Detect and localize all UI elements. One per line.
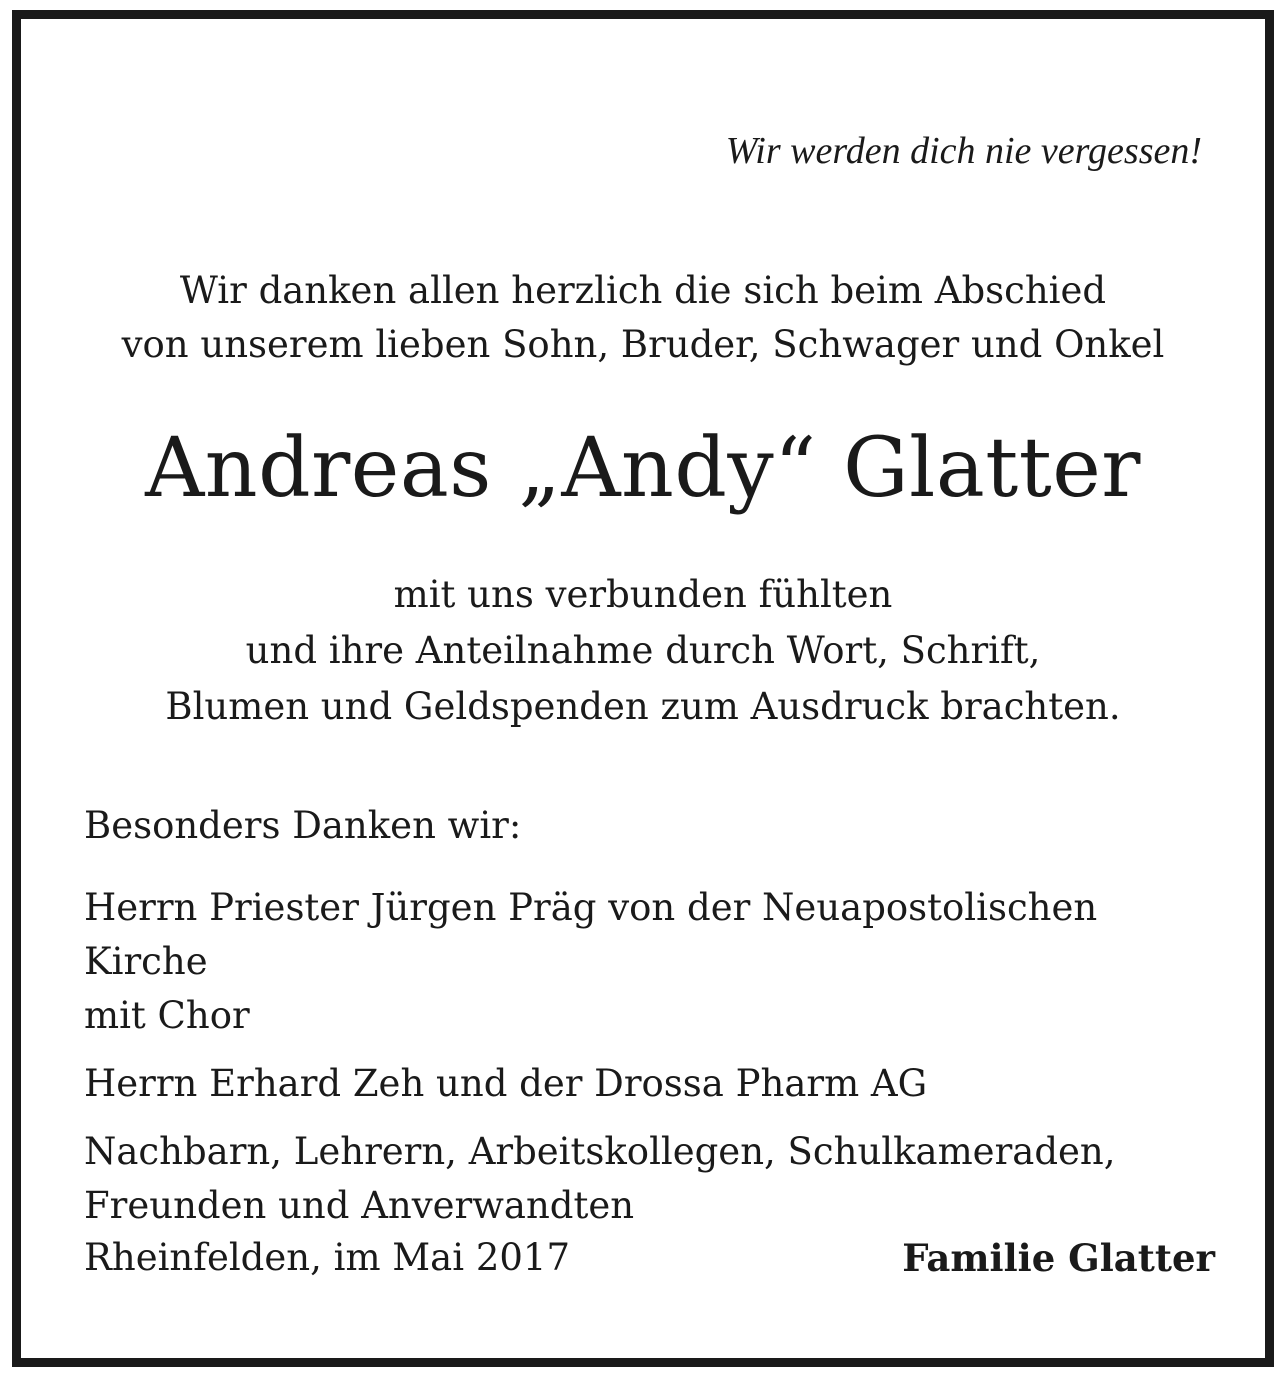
thanks-heading: Besonders Danken wir: xyxy=(84,804,522,847)
after-text xyxy=(21,567,1265,735)
thanks-item xyxy=(84,881,1225,1043)
intro-text xyxy=(21,264,1265,372)
after-line: Blumen und Geldspenden zum Ausdruck brachten. xyxy=(165,685,1121,728)
after-line: mit uns verbunden fühlten xyxy=(393,573,893,616)
thanks-item-line: Nachbarn, Lehrern, Arbeitskollegen, Schulkameraden, xyxy=(84,1130,1116,1173)
motto-text: Wir werden dich nie vergessen! xyxy=(725,130,1202,172)
thanks-item-line: Freunden und Anverwandten xyxy=(84,1184,635,1227)
thanks-item xyxy=(84,1057,1225,1111)
signature: Familie Glatter xyxy=(902,1236,1215,1280)
thanks-item-line: Herrn Priester Jürgen Präg von der Neuapostolischen Kirche xyxy=(84,886,1098,983)
deceased-name: Andreas „Andy“ Glatter xyxy=(145,421,1141,516)
thanks-list xyxy=(84,881,1225,1247)
intro-line: Wir danken allen herzlich die sich beim Abschied xyxy=(179,269,1107,312)
intro-line: von unserem lieben Sohn, Bruder, Schwager und Onkel xyxy=(121,323,1165,366)
thanks-item-line: mit Chor xyxy=(84,994,250,1037)
thanks-item xyxy=(84,1125,1225,1233)
notice-frame xyxy=(12,10,1274,1367)
place-date: Rheinfelden, im Mai 2017 xyxy=(84,1236,570,1279)
thanks-item-line: Herrn Erhard Zeh und der Drossa Pharm AG xyxy=(84,1062,928,1105)
after-line: und ihre Anteilnahme durch Wort, Schrift, xyxy=(245,629,1041,672)
